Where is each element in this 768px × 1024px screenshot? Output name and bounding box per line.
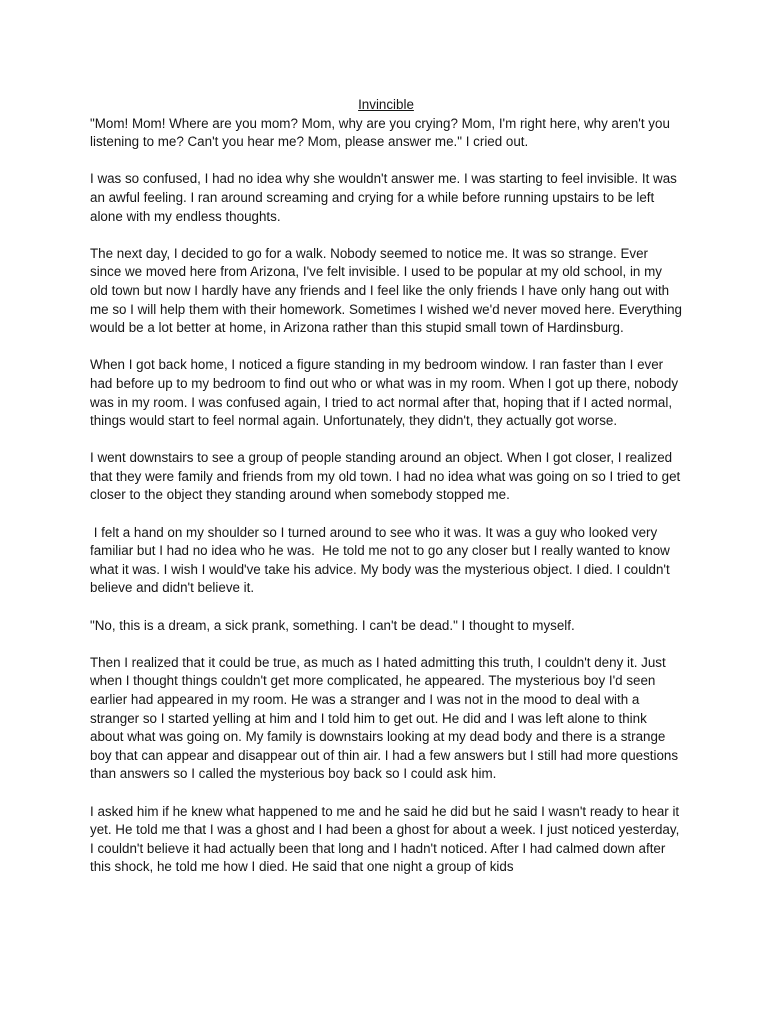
document-body xyxy=(90,96,686,896)
document-title: Invincible xyxy=(358,97,414,112)
paragraph-4: When I got back home, I noticed a figure standing in my bedroom window. I ran faster than I ever had before up to my bedroom to find out who or what was in my room. When I got up there, nobody was in my room. I was confused again, I tried to act normal after that, hoping that if I acted normal, things would start to feel normal again. Unfortunately, they didn't, they actually got worse. xyxy=(90,357,682,429)
paragraph-8: Then I realized that it could be true, as much as I hated admitting this truth, I couldn't deny it. Just when I thought things couldn't get more complicated, he appeared. The mysterious boy I'd seen earlier had appeared in my room. He was a stranger and I was not in the mood to deal with a stranger so I started yelling at him and I told him to get out. He did and I was left alone to think about what was going on. My family is downstairs looking at my dead body and there is a strange boy that can appear and disappear out of thin air. I had a few answers but I still had more questions than answers so I called the mysterious boy back so I could ask him. xyxy=(90,654,682,782)
paragraph-2: I was so confused, I had no idea why she wouldn't answer me. I was starting to feel invisible. It was an awful feeling. I ran around screaming and crying for a while before running upstairs to be left alone with my endless thoughts. xyxy=(90,171,681,224)
paragraph-5: I went downstairs to see a group of people standing around an object. When I got closer, I realized that they were family and friends from my old town. I had no idea what was going on so I tried to get closer to the object they standing around when somebody stopped me. xyxy=(90,450,684,503)
paragraph-7: "No, this is a dream, a sick prank, something. I can't be dead." I thought to myself. xyxy=(90,617,575,633)
paragraph-9: I asked him if he knew what happened to me and he said he did but he said I wasn't ready to hear it yet. He told me that I was a ghost and I had been a ghost for about a week. I just noticed yesterday, I couldn't believe it had actually been that long and I hadn't noticed. After I had calmed down after this shock, he told me how I died. He said that one night a group of kids xyxy=(90,803,684,875)
paragraph-6: I felt a hand on my shoulder so I turned around to see who it was. It was a guy who looked very familiar but I had no idea who he was. He told me not to go any closer but I really wanted to know what it was. I wish I would've take his advice. My body was the mysterious object. I died. I couldn't believe and didn't believe it. xyxy=(90,524,674,596)
paragraph-1: "Mom! Mom! Where are you mom? Mom, why are you crying? Mom, I'm right here, why aren't you listening to me? Can't you hear me? Mom, please answer me." I cried out. xyxy=(90,115,674,150)
paragraph-3: The next day, I decided to go for a walk. Nobody seemed to notice me. It was so strange. Ever since we moved here from Arizona, I've felt invisible. I used to be popular at my old school, in my old town but now I hardly have any friends and I feel like the only friends I have only hang out with me so I will help them with their homework. Sometimes I wished we'd never moved here. Everything would be a lot better at home, in Arizona rather than this stupid small town of Hardinsburg. xyxy=(90,245,686,336)
